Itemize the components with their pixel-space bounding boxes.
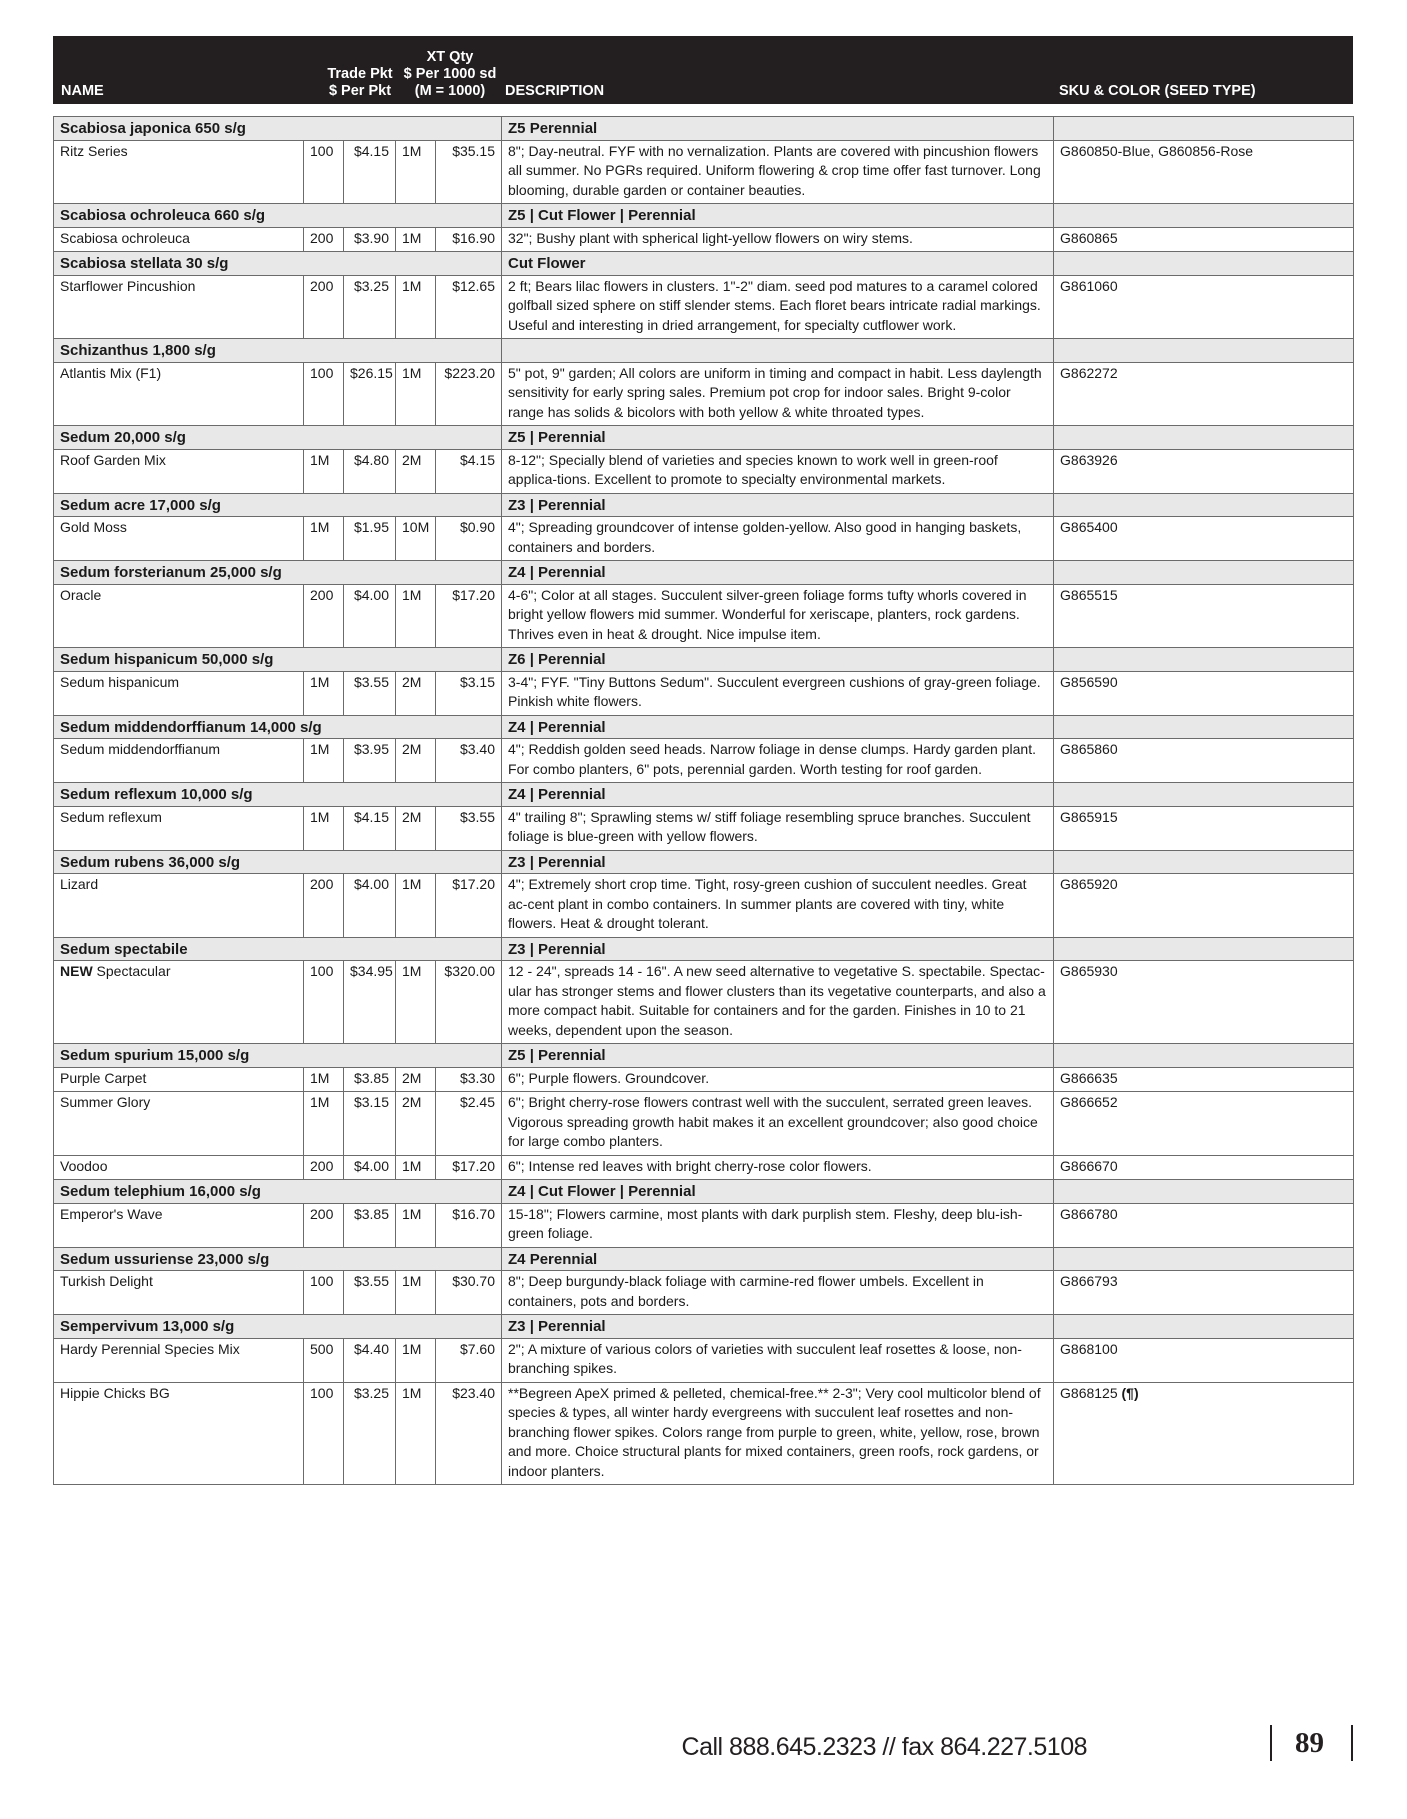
sku-color	[1054, 517, 1354, 561]
variety-name-text: Gold Moss	[60, 519, 127, 535]
description: 8-12"; Specially blend of varieties and species known to work well in green-roof applica-tions. Excellent to promote to specialty environmental markets.	[502, 449, 1054, 493]
group-tag: Z4 | Perennial	[502, 783, 1054, 807]
trade-pkt-price: $4.00	[344, 584, 396, 648]
xt-price: $17.20	[436, 874, 502, 938]
description: 32"; Bushy plant with spherical light-yellow flowers on wiry stems.	[502, 227, 1054, 252]
group-sku-empty	[1054, 339, 1354, 363]
group-sku-empty	[1054, 715, 1354, 739]
xt-qty: 2M	[396, 1092, 436, 1156]
sku-color	[1054, 1271, 1354, 1315]
group-header-row	[54, 1044, 1354, 1068]
xt-qty: 1M	[396, 140, 436, 204]
group-title: Sedum spurium 15,000 s/g	[54, 1044, 502, 1068]
group-title: Sedum spectabile	[54, 937, 502, 961]
trade-pkt-label: Trade Pkt	[327, 66, 393, 82]
m-equals-label: (M = 1000)	[414, 83, 486, 99]
trade-pkt-price: $3.55	[344, 1271, 396, 1315]
variety-name	[54, 1067, 304, 1092]
description: 2"; A mixture of various colors of varieties with succulent leaf rosettes & loose, non-branching spikes.	[502, 1338, 1054, 1382]
group-title: Scabiosa stellata 30 s/g	[54, 252, 502, 276]
xt-qty: 2M	[396, 1067, 436, 1092]
table-row	[54, 449, 1354, 493]
trade-pkt-qty: 100	[304, 1271, 344, 1315]
description: 6"; Purple flowers. Groundcover.	[502, 1067, 1054, 1092]
variety-name-text: Hardy Perennial Species Mix	[60, 1340, 240, 1357]
trade-pkt-price: $3.15	[344, 1092, 396, 1156]
xt-qty: 1M	[396, 1203, 436, 1247]
variety-name	[54, 1338, 304, 1382]
variety-name-text: Sedum middendorffianum	[60, 741, 221, 757]
description: 3-4"; FYF. "Tiny Buttons Sedum". Succulent evergreen cushions of gray-green foliage. Pinkish white flowers.	[502, 671, 1054, 715]
xt-price: $3.30	[436, 1067, 502, 1092]
variety-name	[54, 874, 304, 938]
variety-name	[54, 739, 304, 783]
description: 4"; Reddish golden seed heads. Narrow foliage in dense clumps. Hardy garden plant. For combo planters, 6" pots, perennial garden. Worth testing for roof garden.	[502, 739, 1054, 783]
page-number: 89	[1295, 1727, 1324, 1759]
xt-qty: 1M	[396, 874, 436, 938]
variety-name-text: Turkish Delight	[60, 1273, 153, 1289]
footer-divider-left	[1270, 1725, 1272, 1761]
variety-name	[54, 961, 304, 1044]
trade-pkt-price: $3.25	[344, 1382, 396, 1485]
group-sku-empty	[1054, 117, 1354, 141]
group-tag: Z4 | Perennial	[502, 715, 1054, 739]
sku-color	[1054, 874, 1354, 938]
group-tag: Z5 | Perennial	[502, 1044, 1054, 1068]
group-tag: Z6 | Perennial	[502, 648, 1054, 672]
table-row	[54, 1203, 1354, 1247]
trade-pkt-qty: 100	[304, 362, 344, 426]
group-header-row	[54, 1180, 1354, 1204]
group-tag	[502, 339, 1054, 363]
trade-pkt-qty: 200	[304, 1203, 344, 1247]
sku-color	[1054, 1338, 1354, 1382]
trade-pkt-qty: 100	[304, 140, 344, 204]
trade-pkt-qty: 1M	[304, 517, 344, 561]
xt-qty: 1M	[396, 961, 436, 1044]
trade-pkt-qty: 100	[304, 1382, 344, 1485]
variety-name-text: Atlantis Mix (F1)	[60, 364, 162, 381]
table-row	[54, 227, 1354, 252]
per-pkt-label: $ Per Pkt	[328, 83, 392, 99]
variety-name	[54, 1092, 304, 1156]
xt-price: $16.70	[436, 1203, 502, 1247]
trade-pkt-qty: 100	[304, 961, 344, 1044]
table-row	[54, 1092, 1354, 1156]
variety-name	[54, 275, 304, 339]
sku-text: G865930	[1060, 963, 1118, 979]
xt-qty: 1M	[396, 1338, 436, 1382]
table-row	[54, 739, 1354, 783]
group-header-row	[54, 783, 1354, 807]
sku-text: G866780	[1060, 1205, 1118, 1222]
xt-qty: 1M	[396, 275, 436, 339]
group-tag: Z4 | Cut Flower | Perennial	[502, 1180, 1054, 1204]
xt-qty: 1M	[396, 1271, 436, 1315]
group-sku-empty	[1054, 561, 1354, 585]
sku-text: G862272	[1060, 364, 1118, 381]
variety-name	[54, 1271, 304, 1315]
xt-qty: 1M	[396, 584, 436, 648]
group-sku-empty	[1054, 1315, 1354, 1339]
xt-price: $3.15	[436, 671, 502, 715]
xt-qty: 1M	[396, 362, 436, 426]
table-row	[54, 1155, 1354, 1180]
xt-price: $30.70	[436, 1271, 502, 1315]
sku-text: G861060	[1060, 277, 1118, 294]
sku-color	[1054, 739, 1354, 783]
table-row	[54, 1271, 1354, 1315]
xt-qty: 2M	[396, 806, 436, 850]
variety-name-text: Starflower Pincushion	[60, 277, 196, 294]
xt-price: $2.45	[436, 1092, 502, 1156]
description: 5" pot, 9" garden; All colors are uniform in timing and compact in habit. Less daylength sensitivity for early spring sales. Premium pot crop for indoor sales. Bright 9-color range has solids & bicolors with both yellow & white throated types.	[502, 362, 1054, 426]
sku-color	[1054, 227, 1354, 252]
trade-pkt-qty: 1M	[304, 449, 344, 493]
sku-text: G866635	[1060, 1069, 1118, 1086]
sku-color	[1054, 1155, 1354, 1180]
xt-qty: 1M	[396, 1382, 436, 1485]
trade-pkt-qty: 1M	[304, 1067, 344, 1092]
xt-price: $320.00	[436, 961, 502, 1044]
group-title: Scabiosa ochroleuca 660 s/g	[54, 204, 502, 228]
trade-pkt-price: $4.40	[344, 1338, 396, 1382]
variety-name	[54, 362, 304, 426]
group-title: Schizanthus 1,800 s/g	[54, 339, 502, 363]
sku-text: G856590	[1060, 673, 1118, 690]
group-tag: Z3 | Perennial	[502, 850, 1054, 874]
xt-price: $3.40	[436, 739, 502, 783]
variety-name-text: Purple Carpet	[60, 1069, 147, 1086]
variety-name-text: Voodoo	[60, 1157, 108, 1174]
variety-name	[54, 449, 304, 493]
xt-price: $7.60	[436, 1338, 502, 1382]
variety-name-text: Spectacular	[92, 963, 171, 979]
xt-price: $12.65	[436, 275, 502, 339]
variety-name	[54, 584, 304, 648]
col-name-header: NAME	[61, 83, 104, 99]
group-sku-empty	[1054, 937, 1354, 961]
description: 4" trailing 8"; Sprawling stems w/ stiff foliage resembling spruce branches. Succulent foliage is blue-green with yellow flowers.	[502, 806, 1054, 850]
sku-text: G866670	[1060, 1157, 1118, 1174]
group-sku-empty	[1054, 1247, 1354, 1271]
xt-price: $17.20	[436, 1155, 502, 1180]
trade-pkt-price: $4.15	[344, 806, 396, 850]
sku-color	[1054, 1067, 1354, 1092]
group-title: Sedum telephium 16,000 s/g	[54, 1180, 502, 1204]
xt-qty: 2M	[396, 671, 436, 715]
group-tag: Z3 | Perennial	[502, 1315, 1054, 1339]
xt-price: $16.90	[436, 227, 502, 252]
table-row	[54, 362, 1354, 426]
catalog-page	[53, 36, 1353, 1485]
sku-color	[1054, 1382, 1354, 1485]
trade-pkt-price: $26.15	[344, 362, 396, 426]
group-sku-empty	[1054, 648, 1354, 672]
table-row	[54, 1338, 1354, 1382]
group-title: Sedum hispanicum 50,000 s/g	[54, 648, 502, 672]
group-header-row	[54, 937, 1354, 961]
xt-price: $3.55	[436, 806, 502, 850]
sku-color	[1054, 584, 1354, 648]
xt-qty: 1M	[396, 227, 436, 252]
xt-qty: 2M	[396, 449, 436, 493]
sku-color	[1054, 671, 1354, 715]
table-row	[54, 140, 1354, 204]
sku-color	[1054, 140, 1354, 204]
variety-name	[54, 517, 304, 561]
variety-name	[54, 1203, 304, 1247]
col-description-header: DESCRIPTION	[505, 83, 605, 99]
group-title: Sedum middendorffianum 14,000 s/g	[54, 715, 502, 739]
sku-text: G868125	[1060, 1384, 1118, 1401]
trade-pkt-price: $4.00	[344, 1155, 396, 1180]
xt-qty: 1M	[396, 1155, 436, 1180]
xt-price: $17.20	[436, 584, 502, 648]
variety-name-text: Hippie Chicks BG	[60, 1384, 170, 1401]
col-xt-qty-header	[402, 49, 498, 100]
trade-pkt-qty: 200	[304, 874, 344, 938]
sku-color	[1054, 275, 1354, 339]
sku-color	[1054, 1203, 1354, 1247]
sku-text: G865515	[1060, 586, 1118, 603]
per-1000-label: $ Per 1000 sd	[403, 66, 497, 82]
group-tag: Z5 Perennial	[502, 117, 1054, 141]
description: 2 ft; Bears lilac flowers in clusters. 1"-2" diam. seed pod matures to a caramel colored golfball sized sphere on stiff slender stems. Each floret bears intricate radial markings. Useful and interesting in dried arrangement, for specialty cutflower work.	[502, 275, 1054, 339]
xt-qty: 2M	[396, 739, 436, 783]
table-row	[54, 1382, 1354, 1485]
sku-color	[1054, 449, 1354, 493]
table-row	[54, 671, 1354, 715]
variety-name	[54, 1382, 304, 1485]
trade-pkt-price: $3.55	[344, 671, 396, 715]
footer-divider-right	[1351, 1725, 1353, 1761]
table-row	[54, 874, 1354, 938]
trade-pkt-qty: 1M	[304, 739, 344, 783]
sku-color	[1054, 806, 1354, 850]
description: 8"; Day-neutral. FYF with no vernalization. Plants are covered with pincushion flowers all summer. No PGRs required. Uniform flowering & crop time offer fast turnover. Long blooming, durable garden or container beauties.	[502, 140, 1054, 204]
contact-phone-fax: Call 888.645.2323 // fax 864.227.5108	[681, 1733, 1087, 1761]
group-sku-empty	[1054, 493, 1354, 517]
group-header-row	[54, 493, 1354, 517]
variety-name-text: Sedum reflexum	[60, 808, 162, 825]
trade-pkt-qty: 200	[304, 227, 344, 252]
sku-text: G865400	[1060, 519, 1118, 535]
variety-name-text: Scabiosa ochroleuca	[60, 229, 190, 246]
group-title: Sedum reflexum 10,000 s/g	[54, 783, 502, 807]
variety-name-text: Emperor's Wave	[60, 1205, 163, 1222]
description: **Begreen ApeX primed & pelleted, chemical-free.** 2-3"; Very cool multicolor blend of species & types, all winter hardy evergreens with succulent leaf rosettes and non-branching flower spikes. Colors range from purple to green, white, yellow, rose, brown and more. Choice structural plants for mixed containers, green roofs, rock gardens, or indoor planters.	[502, 1382, 1054, 1485]
group-tag: Z3 | Perennial	[502, 493, 1054, 517]
xt-price: $223.20	[436, 362, 502, 426]
trade-pkt-price: $34.95	[344, 961, 396, 1044]
description: 8"; Deep burgundy-black foliage with carmine-red flower umbels. Excellent in containers, pots and borders.	[502, 1271, 1054, 1315]
variety-name-text: Oracle	[60, 586, 102, 603]
trade-pkt-qty: 200	[304, 1155, 344, 1180]
group-header-row	[54, 1247, 1354, 1271]
trade-pkt-qty: 200	[304, 275, 344, 339]
description: 4-6"; Color at all stages. Succulent silver-green foliage forms tufty whorls covered in bright yellow flowers mid summer. Wonderful for xeriscape, planters, rock gardens. Thrives even in heat & drought. Nice impulse item.	[502, 584, 1054, 648]
table-row	[54, 961, 1354, 1044]
group-sku-empty	[1054, 252, 1354, 276]
group-title: Sedum forsterianum 25,000 s/g	[54, 561, 502, 585]
page-footer	[0, 1725, 1407, 1765]
group-title: Sedum ussuriense 23,000 s/g	[54, 1247, 502, 1271]
sku-text: G866793	[1060, 1273, 1118, 1289]
variety-name	[54, 227, 304, 252]
group-header-row	[54, 339, 1354, 363]
description: 4"; Spreading groundcover of intense golden-yellow. Also good in hanging baskets, containers and borders.	[502, 517, 1054, 561]
sku-text: G865915	[1060, 808, 1118, 825]
sku-text: G860850-Blue, G860856-Rose	[1060, 142, 1254, 159]
variety-name-text: Lizard	[60, 876, 99, 892]
xt-qty-label: XT Qty	[426, 49, 474, 65]
trade-pkt-qty: 1M	[304, 671, 344, 715]
seed-catalog-table	[53, 116, 1354, 1485]
trade-pkt-price: $3.95	[344, 739, 396, 783]
group-tag: Z3 | Perennial	[502, 937, 1054, 961]
group-tag: Z4 | Perennial	[502, 561, 1054, 585]
group-tag: Z5 | Perennial	[502, 426, 1054, 450]
group-header-row	[54, 252, 1354, 276]
sku-color	[1054, 362, 1354, 426]
table-row	[54, 1067, 1354, 1092]
group-sku-empty	[1054, 1180, 1354, 1204]
group-tag: Z5 | Cut Flower | Perennial	[502, 204, 1054, 228]
sku-text: G865920	[1060, 876, 1118, 892]
sku-color	[1054, 1092, 1354, 1156]
group-sku-empty	[1054, 783, 1354, 807]
trade-pkt-qty: 500	[304, 1338, 344, 1382]
group-sku-empty	[1054, 1044, 1354, 1068]
group-header-row	[54, 1315, 1354, 1339]
table-row	[54, 584, 1354, 648]
group-sku-empty	[1054, 426, 1354, 450]
variety-name-text: Sedum hispanicum	[60, 673, 180, 690]
trade-pkt-price: $4.80	[344, 449, 396, 493]
trade-pkt-price: $1.95	[344, 517, 396, 561]
table-row	[54, 517, 1354, 561]
trade-pkt-price: $3.25	[344, 275, 396, 339]
seed-catalog-body	[54, 117, 1354, 1485]
trade-pkt-price: $4.15	[344, 140, 396, 204]
trade-pkt-price: $3.85	[344, 1203, 396, 1247]
group-title: Sedum 20,000 s/g	[54, 426, 502, 450]
col-sku-header: SKU & COLOR (SEED TYPE)	[1059, 83, 1256, 99]
group-title: Sedum rubens 36,000 s/g	[54, 850, 502, 874]
trade-pkt-price: $4.00	[344, 874, 396, 938]
group-title: Sempervivum 13,000 s/g	[54, 1315, 502, 1339]
group-header-row	[54, 561, 1354, 585]
variety-name	[54, 806, 304, 850]
group-tag: Cut Flower	[502, 252, 1054, 276]
group-sku-empty	[1054, 850, 1354, 874]
trade-pkt-qty: 1M	[304, 1092, 344, 1156]
group-header-row	[54, 648, 1354, 672]
group-sku-empty	[1054, 204, 1354, 228]
sku-text: G868100	[1060, 1340, 1118, 1357]
trade-pkt-qty: 200	[304, 584, 344, 648]
xt-price: $4.15	[436, 449, 502, 493]
col-trade-pkt-header	[315, 66, 405, 100]
sku-text: G860865	[1060, 229, 1118, 246]
description: 12 - 24", spreads 14 - 16". A new seed alternative to vegetative S. spectabile. Spectac-ular has stronger stems and flower clusters than its vegetative counterparts, and also a more compact habit. Suitable for containers and for the garden. Finishes in 10 to 21 weeks, dependent upon the season.	[502, 961, 1054, 1044]
trade-pkt-price: $3.90	[344, 227, 396, 252]
variety-name	[54, 671, 304, 715]
new-badge: NEW	[60, 963, 93, 979]
sku-text: G866652	[1060, 1094, 1118, 1110]
sku-color	[1054, 961, 1354, 1044]
xt-price: $35.15	[436, 140, 502, 204]
variety-name	[54, 1155, 304, 1180]
table-row	[54, 275, 1354, 339]
xt-price: $0.90	[436, 517, 502, 561]
group-header-row	[54, 204, 1354, 228]
group-header-row	[54, 426, 1354, 450]
trade-pkt-qty: 1M	[304, 806, 344, 850]
description: 6"; Intense red leaves with bright cherry-rose color flowers.	[502, 1155, 1054, 1180]
xt-qty: 10M	[396, 517, 436, 561]
column-header-bar	[53, 36, 1353, 104]
group-tag: Z4 Perennial	[502, 1247, 1054, 1271]
group-header-row	[54, 117, 1354, 141]
sku-text: G863926	[1060, 451, 1118, 468]
variety-name	[54, 140, 304, 204]
xt-price: $23.40	[436, 1382, 502, 1485]
variety-name-text: Summer Glory	[60, 1094, 151, 1110]
trade-pkt-price: $3.85	[344, 1067, 396, 1092]
group-title: Sedum acre 17,000 s/g	[54, 493, 502, 517]
variety-name-text: Roof Garden Mix	[60, 451, 166, 468]
description: 4"; Extremely short crop time. Tight, rosy-green cushion of succulent needles. Great ac-cent plant in combo containers. In summer plants are covered with tiny, white flowers. Heat & drought tolerant.	[502, 874, 1054, 938]
group-header-row	[54, 850, 1354, 874]
sku-text: G865860	[1060, 741, 1118, 757]
variety-name-text: Ritz Series	[60, 142, 128, 159]
group-header-row	[54, 715, 1354, 739]
group-title: Scabiosa japonica 650 s/g	[54, 117, 502, 141]
description: 6"; Bright cherry-rose flowers contrast well with the succulent, serrated green leaves. Vigorous spreading growth habit makes it an excellent groundcover; also good choice for large combo planters.	[502, 1092, 1054, 1156]
table-row	[54, 806, 1354, 850]
description: 15-18"; Flowers carmine, most plants with dark purplish stem. Fleshy, deep blu-ish-green foliage.	[502, 1203, 1054, 1247]
seed-type-mark: (¶)	[1117, 1384, 1139, 1401]
